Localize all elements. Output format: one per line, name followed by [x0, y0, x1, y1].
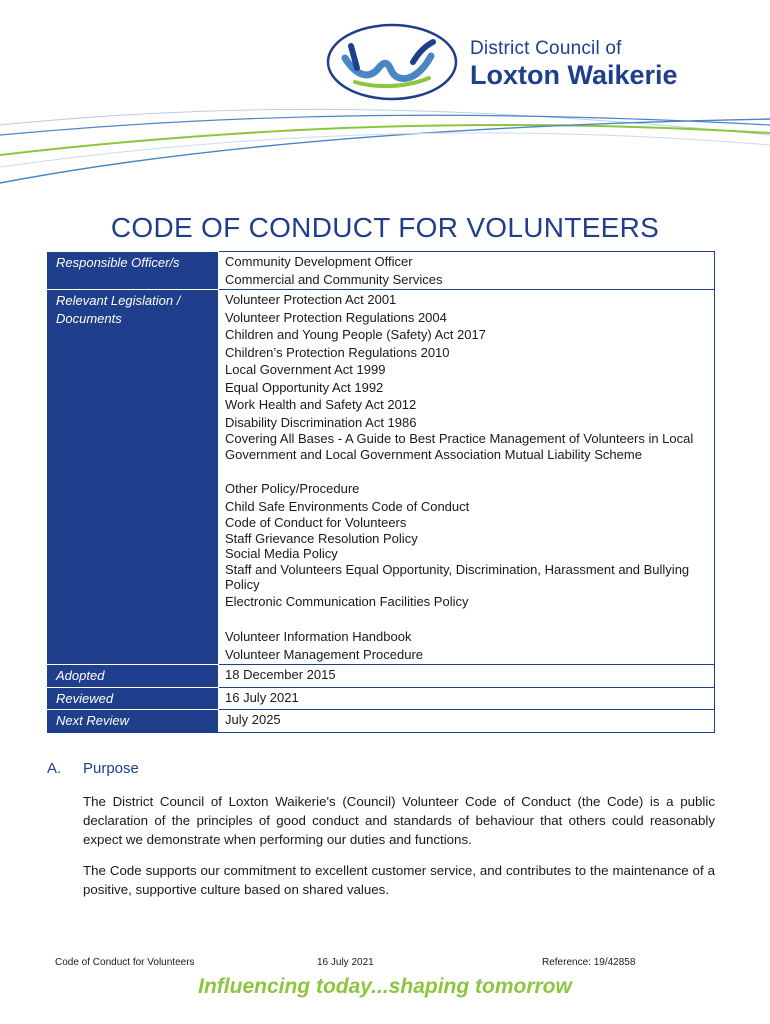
list-item: Electronic Communication Facilities Policy [225, 593, 469, 609]
list-item: Volunteer Information Handbook [225, 629, 412, 644]
list-item: Children’s Protection Regulations 2010 [225, 344, 450, 360]
list-item: Staff and Volunteers Equal Opportunity, Discrimination, Harassment and Bullying Policy [225, 561, 690, 592]
next-review-value: July 2025 [219, 710, 715, 733]
adopted-value: 18 December 2015 [219, 665, 715, 688]
responsible-label: Responsible Officer/s [48, 252, 219, 290]
list-item: Commercial and Community Services [225, 271, 443, 287]
table-row [48, 252, 715, 290]
next-review-label: Next Review [48, 710, 219, 733]
list-item: Community Development Officer [225, 254, 413, 269]
list-item: Disability Discrimination Act 1986 [225, 414, 417, 430]
policy-metadata-table [47, 251, 715, 733]
list-item: Volunteer Protection Act 2001 [225, 292, 397, 307]
section-number: A. [47, 760, 62, 777]
responsible-value [219, 252, 715, 290]
list-item: Staff Grievance Resolution Policy [225, 530, 418, 546]
lw-logo-icon [325, 22, 460, 102]
table-row [48, 665, 715, 688]
list-item: Work Health and Safety Act 2012 [225, 397, 417, 412]
list-item: Volunteer Protection Regulations 2004 [225, 309, 447, 325]
footer-document-name: Code of Conduct for Volunteers [55, 957, 195, 968]
footer-tagline: Influencing today...shaping tomorrow [198, 975, 572, 998]
legislation-value [219, 290, 715, 665]
list-item: Code of Conduct for Volunteers [225, 515, 407, 530]
list-item: Children and Young People (Safety) Act 2017 [225, 327, 486, 342]
list-item: Equal Opportunity Act 1992 [225, 379, 384, 395]
list-item: Covering All Bases - A Guide to Best Practice Management of Volunteers in Local Government and Local Government Association Mutual Liability Scheme [225, 431, 694, 462]
table-row [48, 687, 715, 710]
section-heading [47, 760, 139, 777]
org-name-line1: District Council of [470, 38, 622, 59]
legislation-label: Relevant Legislation / Documents [48, 290, 219, 665]
footer-date: 16 July 2021 [317, 957, 374, 968]
purpose-paragraph-1: The District Council of Loxton Waikerie's (Council) Volunteer Code of Conduct (the Code) is a public declaration of the principles of good conduct and standards of behaviour that others could reasonably expect we demonstrate when performing our duties and functions. [83, 794, 715, 847]
adopted-label: Adopted [48, 665, 219, 688]
council-logo [325, 22, 725, 102]
reviewed-value: 16 July 2021 [219, 687, 715, 710]
list-item: Social Media Policy [225, 546, 338, 561]
table-row [48, 710, 715, 733]
list-item: Volunteer Management Procedure [225, 646, 424, 662]
document-title: CODE OF CONDUCT FOR VOLUNTEERS [110, 212, 660, 243]
section-title: Purpose [83, 760, 139, 777]
list-item: Other Policy/Procedure [225, 481, 360, 496]
list-item: Child Safe Environments Code of Conduct [225, 498, 470, 514]
list-item: Local Government Act 1999 [225, 362, 386, 377]
header-swoosh-decoration [0, 95, 770, 190]
table-row [48, 290, 715, 665]
purpose-paragraph-2: The Code supports our commitment to excellent customer service, and contributes to the maintenance of a positive, supportive culture based on shared values. [83, 863, 715, 897]
reviewed-label: Reviewed [48, 687, 219, 710]
footer-reference: Reference: 19/42858 [542, 957, 636, 968]
org-name-line2: Loxton Waikerie [470, 60, 678, 90]
